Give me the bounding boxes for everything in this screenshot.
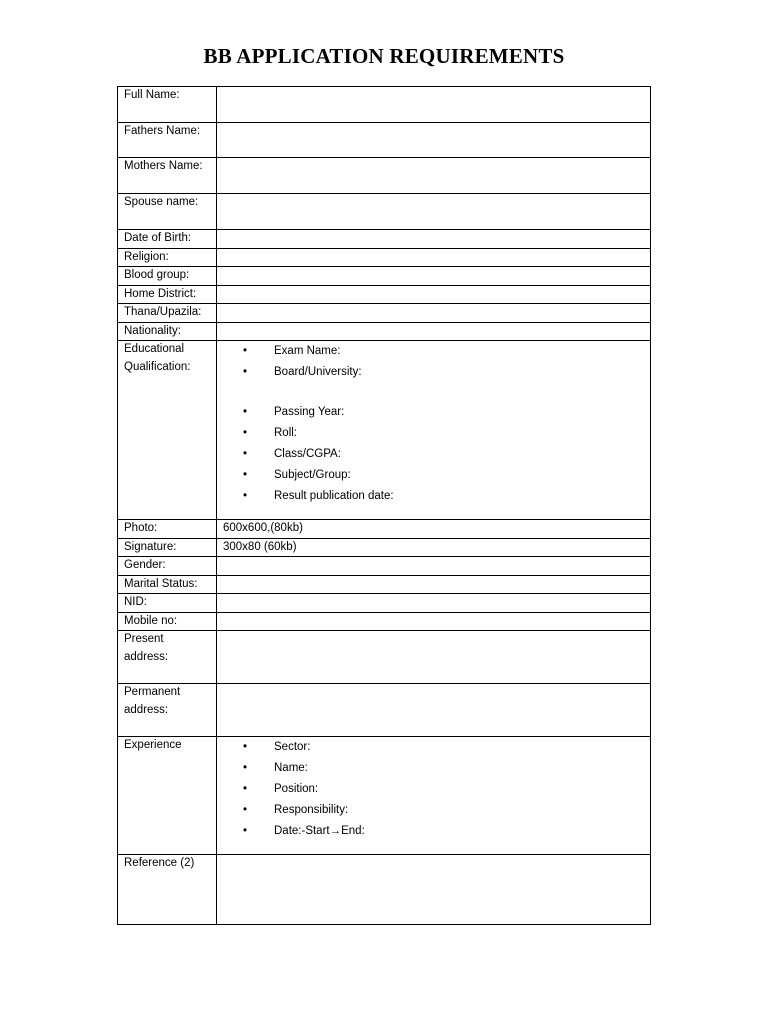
experience-label: Experience <box>118 737 217 855</box>
row-marital-status <box>118 575 651 594</box>
spouse-name-value <box>217 194 651 230</box>
experience-item-responsibility: • Responsibility: <box>243 800 644 821</box>
reference-label: Reference (2) <box>118 855 217 925</box>
row-experience <box>118 737 651 855</box>
marital-status-label: Marital Status: <box>118 575 217 594</box>
education-item-exam-name: • Exam Name: <box>243 341 644 362</box>
photo-label: Photo: <box>118 520 217 539</box>
row-present-address <box>118 631 651 684</box>
reference-value <box>217 855 651 925</box>
present-address-value <box>217 631 651 684</box>
date-of-birth-value <box>217 230 651 249</box>
signature-label: Signature: <box>118 538 217 557</box>
full-name-label: Full Name: <box>118 87 217 123</box>
permanent-address-label: Permanent address: <box>118 684 217 737</box>
full-name-value <box>217 87 651 123</box>
mothers-name-label: Mothers Name: <box>118 158 217 194</box>
date-of-birth-label: Date of Birth: <box>118 230 217 249</box>
row-permanent-address <box>118 684 651 737</box>
spouse-name-label: Spouse name: <box>118 194 217 230</box>
present-address-label: Present address: <box>118 631 217 684</box>
education-item-roll: • Roll: <box>243 423 644 444</box>
row-educational-qualification <box>118 341 651 520</box>
education-item-subject-group: • Subject/Group: <box>243 465 644 486</box>
mothers-name-value <box>217 158 651 194</box>
row-full-name <box>118 87 651 123</box>
row-fathers-name <box>118 123 651 158</box>
experience-item-position: • Position: <box>243 779 644 800</box>
application-form-table <box>117 86 651 925</box>
mobile-no-value <box>217 612 651 631</box>
blood-group-label: Blood group: <box>118 267 217 286</box>
row-blood-group <box>118 267 651 286</box>
nationality-value <box>217 322 651 341</box>
row-gender <box>118 557 651 576</box>
education-item-passing-year: • Passing Year: <box>243 402 644 423</box>
blood-group-value <box>217 267 651 286</box>
row-photo <box>118 520 651 539</box>
row-reference <box>118 855 651 925</box>
row-nid <box>118 594 651 613</box>
thana-upazila-value <box>217 304 651 323</box>
education-item-class-cgpa: • Class/CGPA: <box>243 444 644 465</box>
experience-item-sector: • Sector: <box>243 737 644 758</box>
educational-qualification-value <box>217 341 651 520</box>
experience-item-date: • Date:-Start→End: <box>243 821 644 842</box>
row-nationality <box>118 322 651 341</box>
education-item-result-date: • Result publication date: <box>243 486 644 507</box>
nationality-label: Nationality: <box>118 322 217 341</box>
row-mothers-name <box>118 158 651 194</box>
signature-value: 300x80 (60kb) <box>217 538 651 557</box>
fathers-name-value <box>217 123 651 158</box>
row-mobile-no <box>118 612 651 631</box>
page-title: BB APPLICATION REQUIREMENTS <box>203 44 565 68</box>
row-religion <box>118 248 651 267</box>
education-list <box>223 341 644 507</box>
marital-status-value <box>217 575 651 594</box>
religion-value <box>217 248 651 267</box>
row-home-district <box>118 285 651 304</box>
row-date-of-birth <box>118 230 651 249</box>
mobile-no-label: Mobile no: <box>118 612 217 631</box>
gender-value <box>217 557 651 576</box>
experience-list <box>223 737 644 842</box>
row-signature <box>118 538 651 557</box>
thana-upazila-label: Thana/Upazila: <box>118 304 217 323</box>
nid-value <box>217 594 651 613</box>
educational-qualification-label: Educational Qualification: <box>118 341 217 520</box>
home-district-value <box>217 285 651 304</box>
fathers-name-label: Fathers Name: <box>118 123 217 158</box>
education-item-board-university: • Board/University: <box>243 362 644 383</box>
experience-value <box>217 737 651 855</box>
experience-item-name: • Name: <box>243 758 644 779</box>
home-district-label: Home District: <box>118 285 217 304</box>
permanent-address-value <box>217 684 651 737</box>
row-spouse-name <box>118 194 651 230</box>
row-thana-upazila <box>118 304 651 323</box>
photo-value: 600x600,(80kb) <box>217 520 651 539</box>
nid-label: NID: <box>118 594 217 613</box>
gender-label: Gender: <box>118 557 217 576</box>
religion-label: Religion: <box>118 248 217 267</box>
